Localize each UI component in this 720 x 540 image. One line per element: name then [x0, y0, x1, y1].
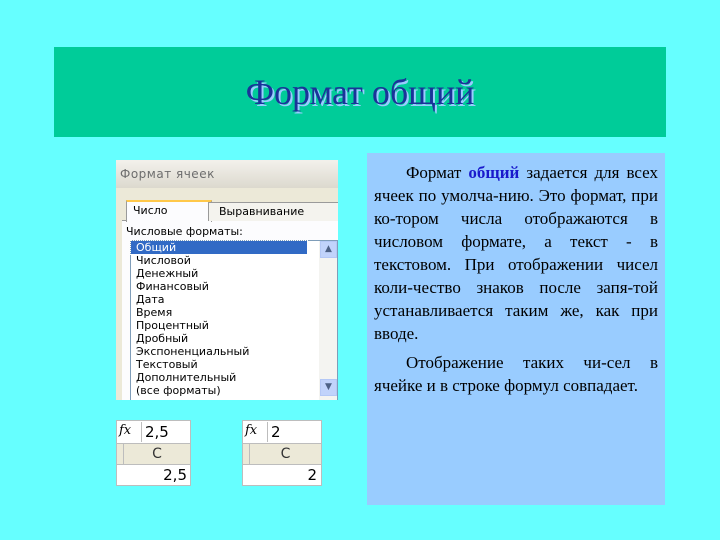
formula-example-1 [116, 420, 191, 486]
format-item-scientific[interactable]: Экспоненциальный [136, 345, 250, 358]
cell-value[interactable]: 2 [307, 466, 317, 484]
description-panel [367, 153, 665, 505]
scroll-up-icon[interactable]: ▲ [320, 241, 337, 258]
tab-alignment[interactable]: Выравнивание [208, 202, 338, 221]
formats-listbox[interactable] [130, 240, 338, 400]
listbox-scrollbar[interactable] [319, 241, 337, 400]
cell-value[interactable]: 2,5 [163, 466, 187, 484]
tab-number[interactable]: Число [126, 200, 212, 222]
format-item-fraction[interactable]: Дробный [136, 332, 189, 345]
format-item-number[interactable]: Числовой [136, 254, 191, 267]
slide-title-bar [54, 47, 666, 137]
format-item-accounting[interactable]: Финансовый [136, 280, 209, 293]
formula-value[interactable]: 2 [267, 422, 281, 442]
format-item-text[interactable]: Текстовый [136, 358, 198, 371]
column-header[interactable]: C [123, 444, 191, 464]
format-item-percentage[interactable]: Процентный [136, 319, 209, 332]
formats-label: Числовые форматы: [126, 225, 243, 238]
description-paragraph-1: Формат общий задается для всех ячеек по умолча-нию. Это формат, при ко-тором числа отображаются в числовом формате, а текст - в текстовом. При отображении чисел коли-чество знаков после запя-той устанавливается таким же, как при вводе. [374, 163, 658, 343]
format-item-general[interactable]: Общий [131, 241, 307, 254]
format-item-special[interactable]: Дополнительный [136, 371, 237, 384]
format-cells-dialog [116, 160, 338, 400]
format-item-currency[interactable]: Денежный [136, 267, 199, 280]
fx-icon: fx [245, 423, 258, 438]
format-item-custom[interactable]: (все форматы) [136, 384, 221, 397]
description-paragraph-2: Отображение таких чи-сел в ячейке и в строке формул совпадает. [374, 353, 658, 395]
format-item-date[interactable]: Дата [136, 293, 165, 306]
format-item-time[interactable]: Время [136, 306, 173, 319]
column-header[interactable]: C [249, 444, 322, 464]
slide-title: Формат общий [245, 72, 475, 112]
formula-value[interactable]: 2,5 [141, 422, 169, 442]
dialog-title: Формат ячеек [116, 160, 338, 188]
highlight-general: общий [468, 163, 520, 182]
fx-icon: fx [119, 423, 132, 438]
formula-example-2 [242, 420, 322, 486]
scroll-down-icon[interactable]: ▼ [320, 379, 337, 396]
